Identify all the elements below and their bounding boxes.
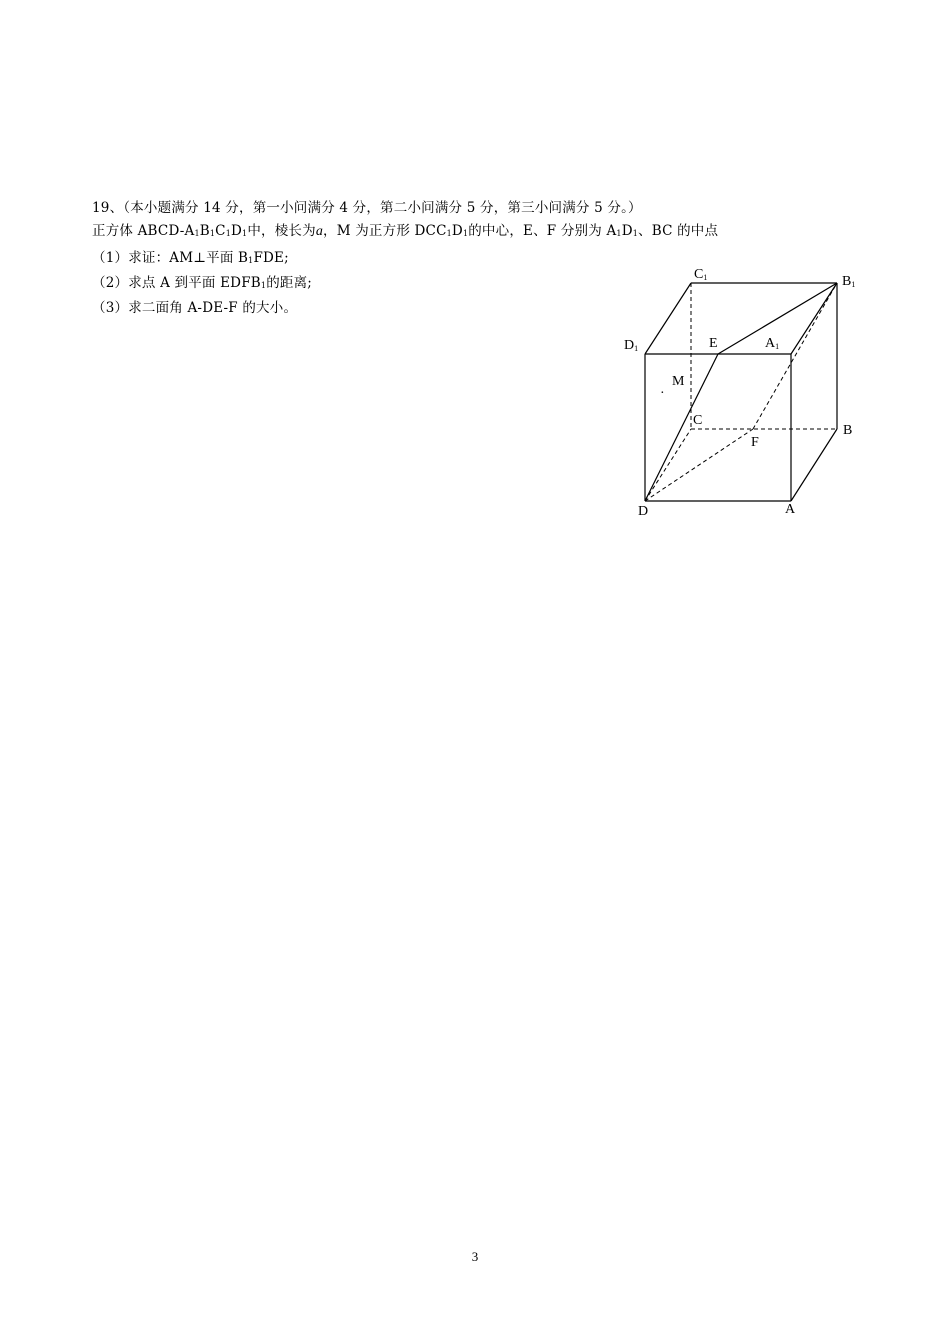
question-2 <box>92 273 312 293</box>
label-a: A <box>785 502 796 517</box>
question-2-text: 的距离; <box>266 275 313 291</box>
label-b: B <box>843 423 853 438</box>
cube-edges <box>645 283 837 501</box>
subscript: 1 <box>616 229 622 238</box>
label-e: E <box>709 336 718 351</box>
question-1-text: （1）求证：AM⊥平面 B <box>92 250 249 266</box>
edge-length-variable: a <box>315 224 324 239</box>
label-c1: C1 <box>694 267 708 282</box>
label-m-dot: · <box>660 386 665 401</box>
subscript: 1 <box>446 229 452 238</box>
edge-d1-c1 <box>645 283 691 354</box>
statement-text: D <box>451 223 463 239</box>
statement-text: 中，棱长为 <box>247 223 316 239</box>
label-d1: D1 <box>624 338 639 353</box>
statement-text: ，M 为正方形 DCC <box>323 223 447 239</box>
label-m: M <box>672 374 685 389</box>
hidden-edges <box>645 283 837 501</box>
cube-diagram <box>615 262 875 524</box>
statement-text: 、BC 的中点 <box>638 223 719 239</box>
label-c: C <box>693 413 703 428</box>
statement-text: D <box>621 223 633 239</box>
subscript: 1 <box>225 229 231 238</box>
label-a1: A1 <box>765 336 780 351</box>
problem-header <box>92 198 642 218</box>
question-3 <box>92 298 297 318</box>
subscript: 1 <box>242 229 248 238</box>
statement-text: D <box>230 223 243 239</box>
label-b1: B1 <box>842 274 856 289</box>
edge-a-b <box>791 429 837 501</box>
problem-header-text: 19、（本小题满分 14 分，第一小问满分 4 分，第二小问满分 5 分，第三小问满分 5 分。） <box>92 200 642 216</box>
question-1 <box>92 248 289 268</box>
edge-d-c <box>645 429 691 501</box>
question-2-text: （2）求点 A 到平面 EDFB <box>92 275 261 291</box>
subscript: 1 <box>632 229 639 238</box>
subscript: 1 <box>260 281 267 290</box>
question-1-text: FDE; <box>253 250 289 266</box>
subscript: 1 <box>209 229 216 238</box>
line-f-b1 <box>753 283 837 429</box>
subscript: 1 <box>194 229 200 238</box>
statement-text: B <box>199 223 210 239</box>
statement-text: 正方体 ABCD-A <box>92 223 195 239</box>
line-d-f <box>645 429 753 501</box>
label-f: F <box>751 435 759 450</box>
label-d: D <box>638 504 649 519</box>
statement-text: C <box>215 223 226 239</box>
edge-a1-b1 <box>791 283 837 354</box>
statement-text: 的中心，E、F 分别为 A <box>468 223 617 239</box>
subscript: 1 <box>462 229 469 238</box>
page-number: 3 <box>471 1249 479 1264</box>
question-3-text: （3）求二面角 A-DE-F 的大小。 <box>92 300 298 316</box>
problem-statement <box>92 221 718 242</box>
subscript: 1 <box>248 256 254 265</box>
